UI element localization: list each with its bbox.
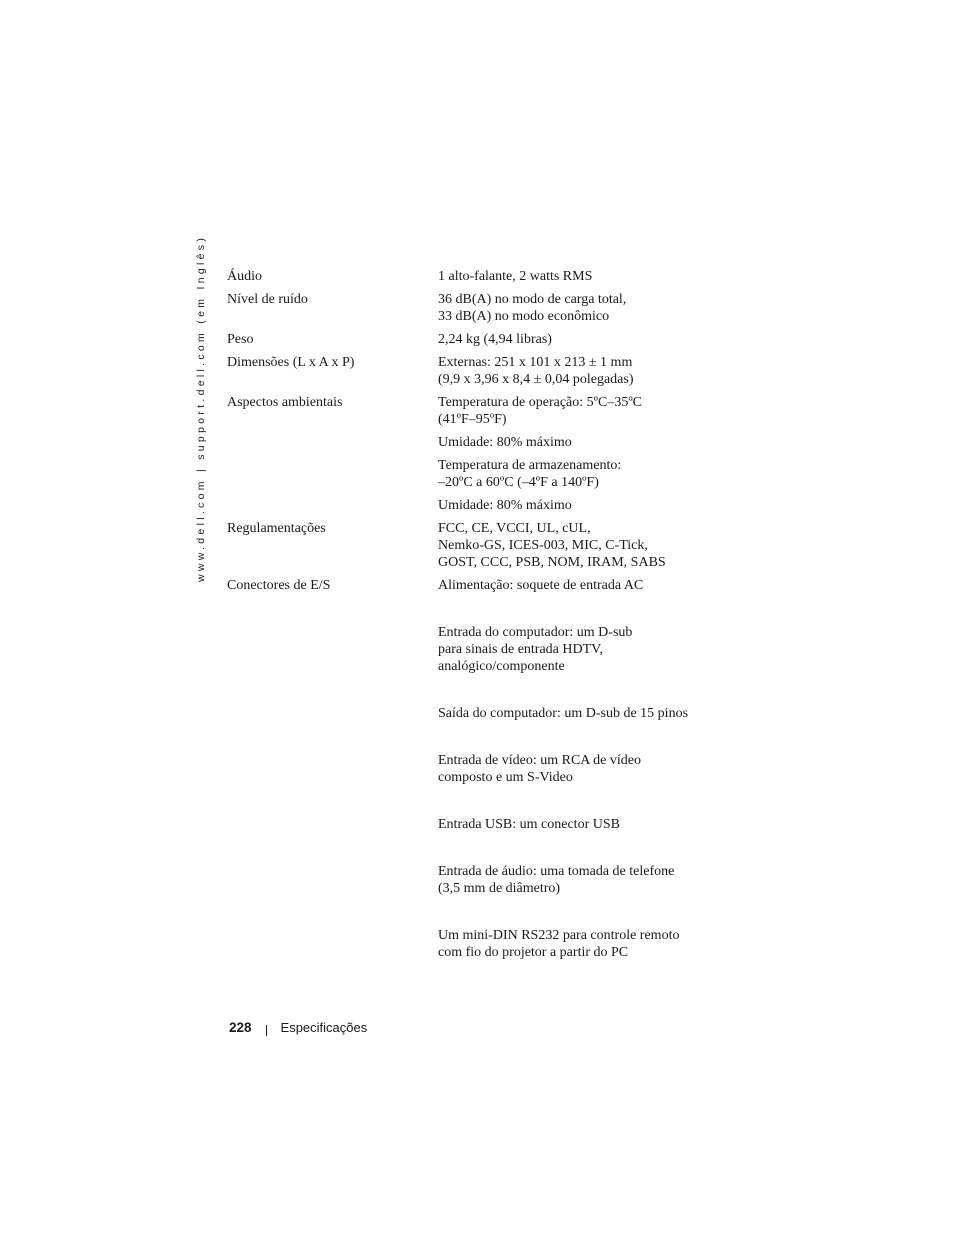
spec-value: Externas: 251 x 101 x 213 ± 1 mm (9,9 x 3,96 x 8,4 ± 0,04 polegadas) xyxy=(438,355,634,387)
spec-label: Dimensões (L x A x P) xyxy=(227,355,355,370)
spec-value: 36 dB(A) no modo de carga total, 33 dB(A) no modo econômico xyxy=(438,292,627,324)
spec-row-regulations xyxy=(227,520,707,577)
spec-row-io-connectors xyxy=(227,577,707,967)
spec-value: FCC, CE, VCCI, UL, cUL, Nemko-GS, ICES-003, MIC, C-Tick, GOST, CCC, PSB, NOM, IRAM, SABS xyxy=(438,521,666,570)
spec-row-weight xyxy=(227,331,707,354)
spec-value: Alimentação: soquete de entrada AC xyxy=(438,578,644,593)
page-number: 228 xyxy=(229,1020,252,1035)
spec-value: Umidade: 80% máximo xyxy=(438,435,572,450)
section-title: Especificações xyxy=(280,1020,368,1035)
spec-row-audio xyxy=(227,268,707,291)
spec-table xyxy=(227,268,707,967)
sidebar-url-text: www.dell.com | support.dell.com (em Inglês) xyxy=(195,234,207,582)
spec-label: Regulamentações xyxy=(227,521,326,536)
spec-label: Aspectos ambientais xyxy=(227,395,343,410)
spec-row-noise xyxy=(227,291,707,331)
spec-value: Entrada USB: um conector USB xyxy=(438,817,620,832)
spec-value: Entrada de vídeo: um RCA de vídeo composto e um S-Video xyxy=(438,753,641,785)
spec-value: Temperatura de operação: 5ºC–35ºC (41ºF–95ºF) xyxy=(438,395,643,427)
spec-value: 1 alto-falante, 2 watts RMS xyxy=(438,269,593,284)
spec-value: Entrada de áudio: uma tomada de telefone (3,5 mm de diâmetro) xyxy=(438,864,675,896)
footer-separator xyxy=(266,1025,267,1036)
page-footer xyxy=(229,1020,367,1036)
spec-value: 2,24 kg (4,94 libras) xyxy=(438,332,552,347)
spec-value: Temperatura de armazenamento: –20ºC a 60ºC (–4ºF a 140ºF) xyxy=(438,458,622,490)
spec-value: Umidade: 80% máximo xyxy=(438,498,572,513)
spec-label: Conectores de E/S xyxy=(227,578,331,593)
spec-value: Saída do computador: um D-sub de 15 pinos xyxy=(438,706,689,721)
spec-row-environment xyxy=(227,394,707,520)
spec-label: Peso xyxy=(227,332,254,347)
spec-row-dimensions xyxy=(227,354,707,394)
spec-value: Um mini-DIN RS232 para controle remoto com fio do projetor a partir do PC xyxy=(438,928,680,960)
spec-value: Entrada do computador: um D-sub para sinais de entrada HDTV, analógico/componente xyxy=(438,625,633,674)
spec-label: Nível de ruído xyxy=(227,292,308,307)
spec-label: Áudio xyxy=(227,269,262,284)
